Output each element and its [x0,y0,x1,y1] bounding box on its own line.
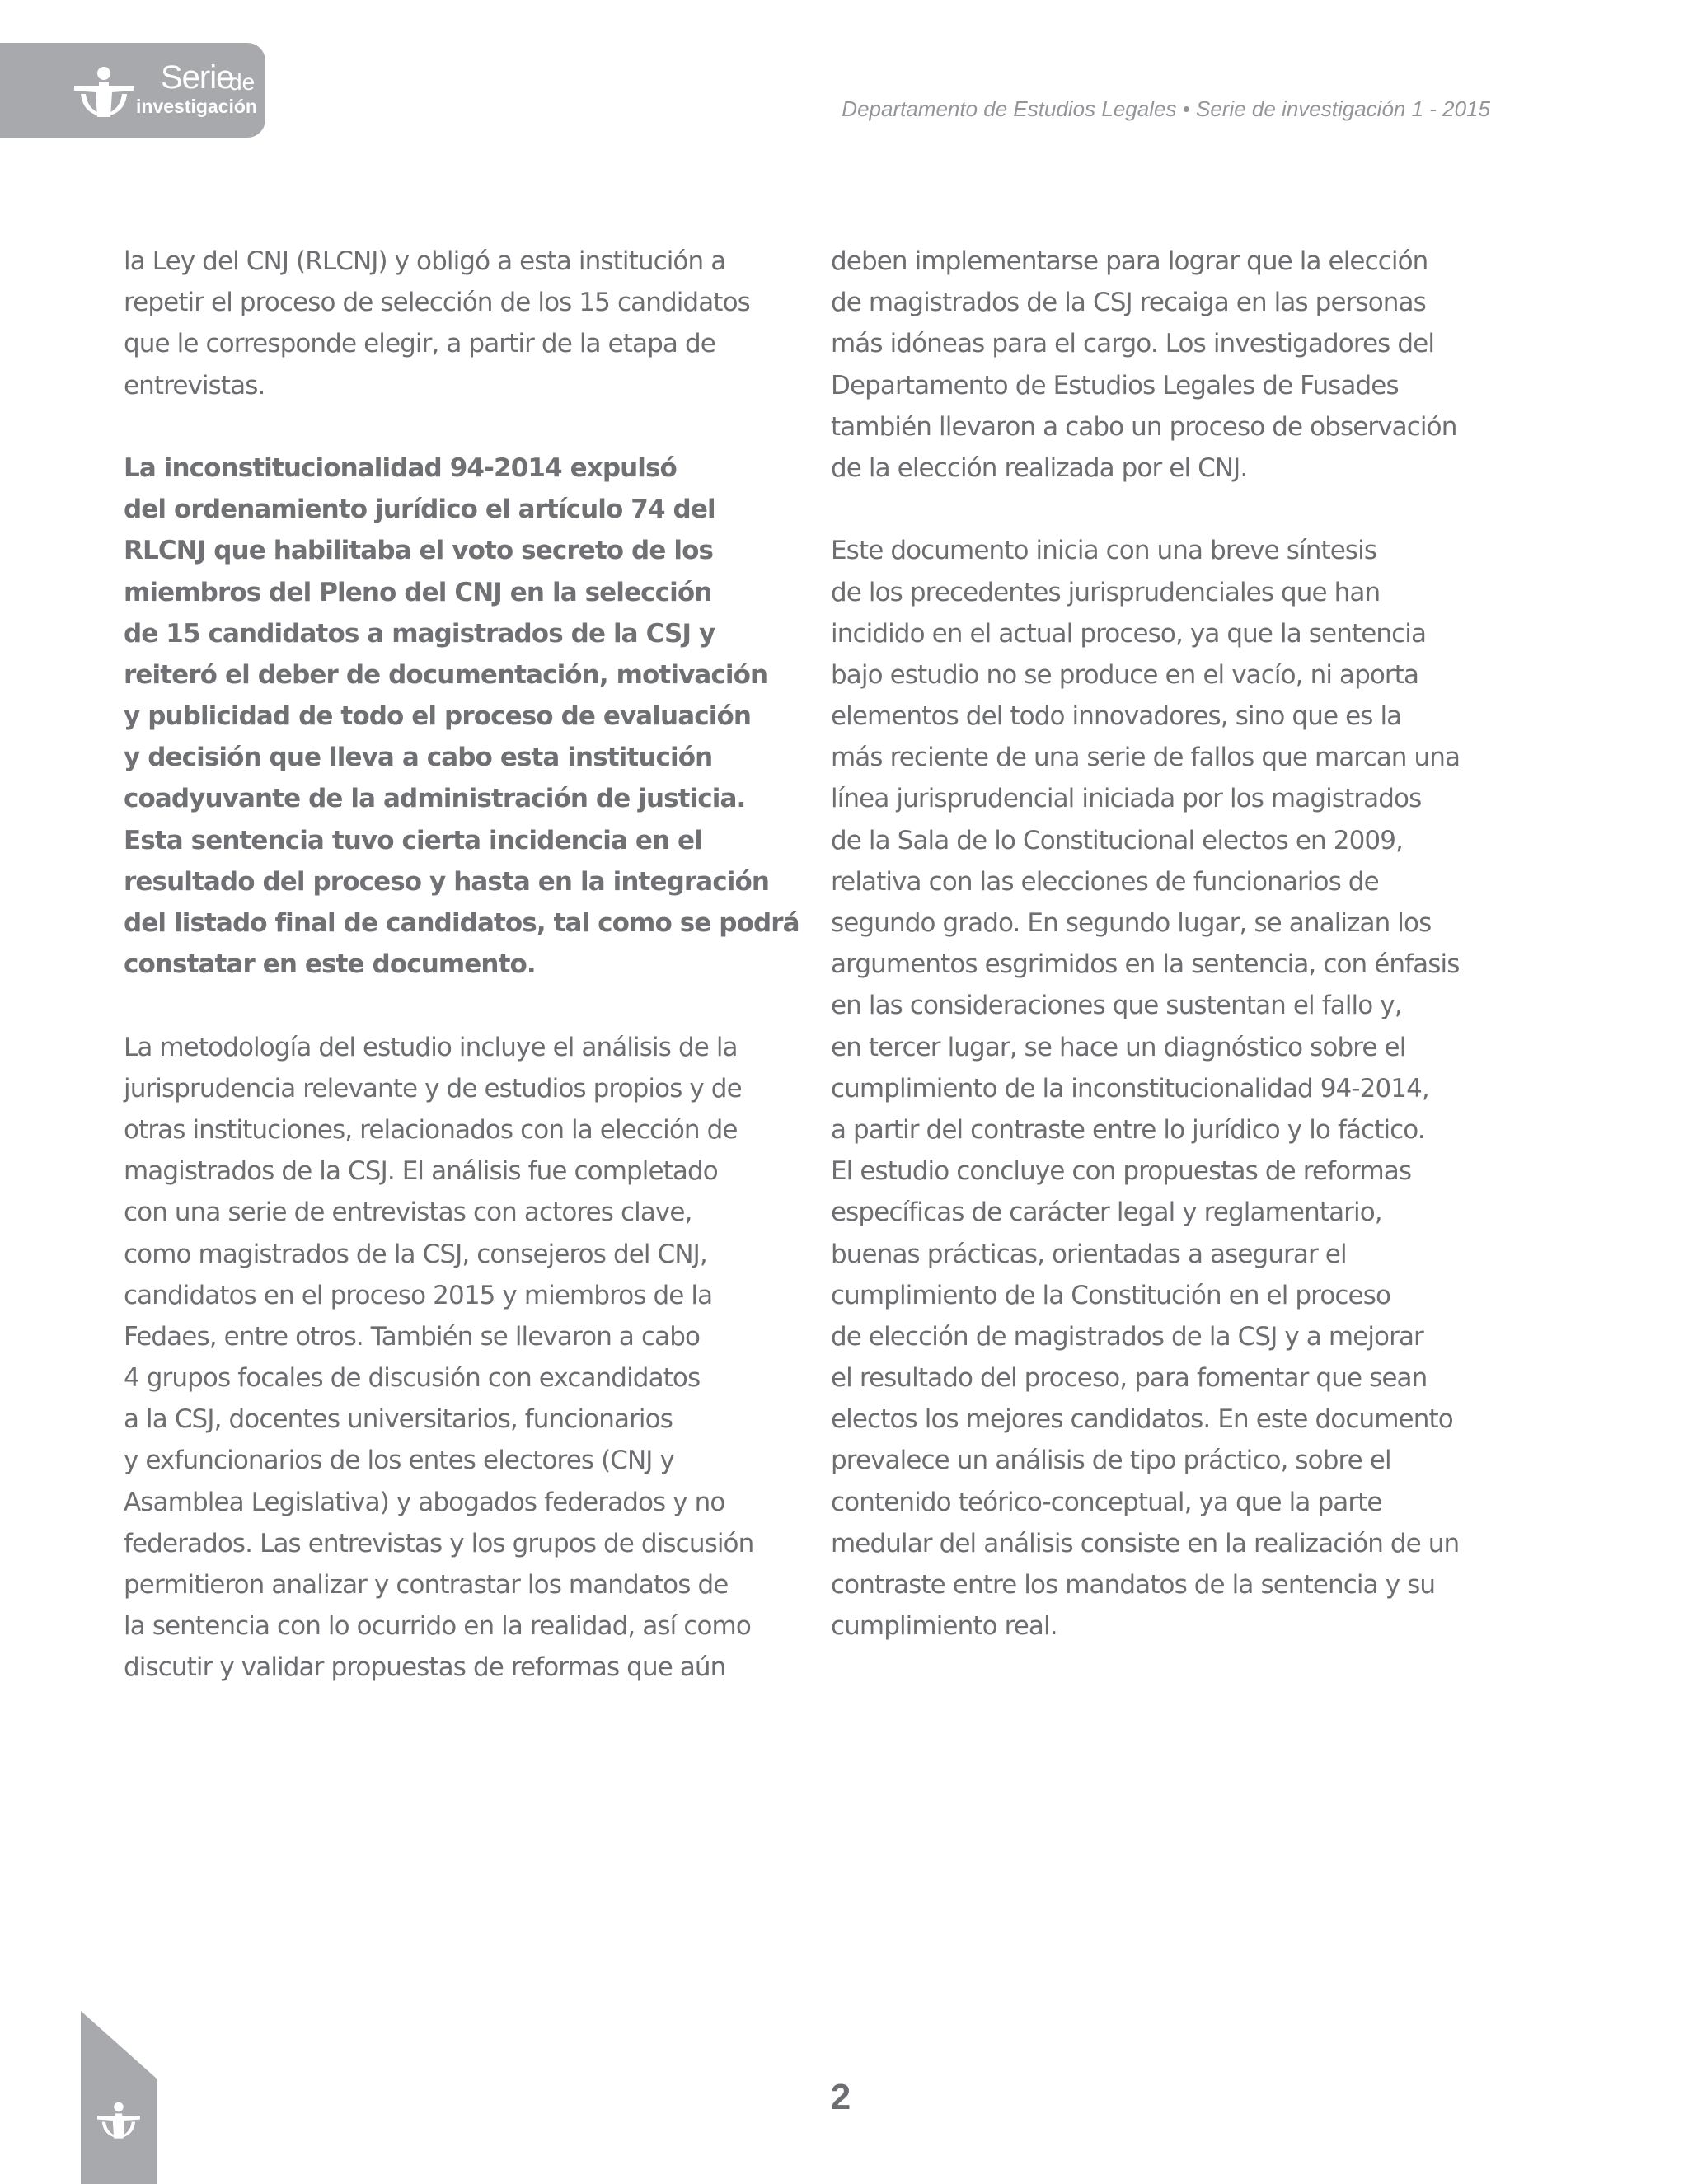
text-line: discutir y validar propuestas de reformas que aún [124,1652,726,1683]
text-line: cumplimiento de la Constitución en el proceso [831,1280,1391,1310]
text-line: con una serie de entrevistas con actores clave, [124,1197,692,1228]
text-line: argumentos esgrimidos en la sentencia, con énfasis [831,949,1460,980]
text-line: como magistrados de la CSJ, consejeros del CNJ, [124,1239,707,1269]
text-line: electos los mejores candidatos. En este documento [831,1404,1453,1435]
text-line: cumplimiento de la inconstitucionalidad 94-2014, [831,1073,1429,1104]
left-column [124,241,799,1689]
text-line: en las consideraciones que sustentan el fallo y, [831,991,1402,1021]
text-line: Asamblea Legislativa) y abogados federados y no [124,1487,725,1517]
text-line: candidatos en el proceso 2015 y miembros de la [124,1280,713,1310]
text-line: El estudio concluye con propuestas de reformas [831,1156,1412,1187]
badge-investigacion-text: investigación [136,96,257,117]
text-line: reiteró el deber de documentación, motivación [124,659,768,690]
paragraph [124,1027,799,1689]
text-line: constatar en este documento. [124,949,536,980]
text-line: de magistrados de la CSJ recaiga en las personas [831,288,1426,318]
text-line: más idóneas para el cargo. Los investigadores del [831,329,1435,359]
text-line: de los precedentes jurisprudenciales que han [831,577,1381,607]
text-line: medular del análisis consiste en la realización de un [831,1528,1460,1558]
text-line: a partir del contraste entre lo jurídico y lo fáctico. [831,1114,1425,1145]
text-line: del ordenamiento jurídico el artículo 74 del [124,494,715,525]
text-line: federados. Las entrevistas y los grupos de discusión [124,1528,754,1558]
badge-de-text: de [229,69,256,95]
text-line: el resultado del proceso, para fomentar que sean [831,1363,1428,1394]
text-line: también llevaron a cabo un proceso de observación [831,411,1457,442]
badge-serie-text: Serie [161,59,234,96]
text-line: magistrados de la CSJ. El análisis fue completado [124,1156,718,1187]
right-column [831,241,1531,1647]
paragraph [124,241,799,406]
text-line: otras instituciones, relacionados con la elección de [124,1114,738,1145]
text-line: Esta sentencia tuvo cierta incidencia en el [124,825,702,855]
text-line: bajo estudio no se produce en el vacío, ni aporta [831,659,1419,690]
running-header: Departamento de Estudios Legales • Serie de investigación 1 - 2015 [842,96,1490,121]
text-line: jurisprudencia relevante y de estudios propios y de [124,1073,742,1104]
text-line: línea jurisprudencial iniciada por los magistrados [831,784,1422,814]
page-number: 2 [830,2077,851,2117]
bold-paragraph [124,448,799,985]
text-line: relativa con las elecciones de funcionarios de [831,866,1379,897]
text-line: RLCNJ que habilitaba el voto secreto de los [124,536,714,566]
text-line: resultado del proceso y hasta en la integración [124,866,770,897]
text-line: y exfuncionarios de los entes electores (CNJ y [124,1446,674,1476]
text-line: coadyuvante de la administración de justicia. [124,784,746,814]
text-line: a la CSJ, docentes universitarios, funcionarios [124,1404,673,1435]
text-line: Este documento inicia con una breve síntesis [831,536,1377,566]
text-line: la sentencia con lo ocurrido en la realidad, así como [124,1611,751,1642]
text-line: de la Sala de lo Constitucional electos en 2009, [831,825,1404,855]
text-line: en tercer lugar, se hace un diagnóstico sobre el [831,1032,1406,1062]
text-line: elementos del todo innovadores, sino que es la [831,701,1402,732]
series-badge [0,43,265,138]
text-line: la Ley del CNJ (RLCNJ) y obligó a esta institución a [124,246,726,276]
text-line: cumplimiento real. [831,1611,1057,1642]
text-line: de 15 candidatos a magistrados de la CSJ y [124,618,715,649]
text-line: La metodología del estudio incluye el análisis de la [124,1032,738,1062]
text-line: y decisión que lleva a cabo esta institución [124,743,713,773]
text-line: miembros del Pleno del CNJ en la selección [124,577,712,607]
text-line: entrevistas. [124,370,265,401]
paragraph [831,241,1531,489]
text-line: La inconstitucionalidad 94-2014 expulsó [124,452,677,483]
text-line: contenido teórico-conceptual, ya que la parte [831,1487,1382,1517]
text-line: segundo grado. En segundo lugar, se analizan los [831,908,1432,938]
paragraph [831,530,1531,1647]
text-line: de elección de magistrados de la CSJ y a mejorar [831,1321,1423,1352]
text-line: que le corresponde elegir, a partir de la etapa de [124,329,715,359]
text-line: y publicidad de todo el proceso de evaluación [124,701,752,732]
text-line: 4 grupos focales de discusión con excandidatos [124,1363,701,1394]
text-line: deben implementarse para lograr que la elección [831,246,1428,276]
text-line: más reciente de una serie de fallos que marcan una [831,743,1461,773]
corner-tab-decoration [81,2011,157,2184]
person-figure-icon [74,66,134,120]
text-line: incidido en el actual proceso, ya que la sentencia [831,618,1427,649]
text-line: Departamento de Estudios Legales de Fusades [831,370,1399,401]
text-line: buenas prácticas, orientadas a asegurar el [831,1239,1347,1269]
text-line: específicas de carácter legal y reglamentario, [831,1197,1382,1228]
text-line: Fedaes, entre otros. También se llevaron a cabo [124,1321,701,1352]
text-line: del listado final de candidatos, tal como se podrá [124,908,799,938]
text-line: de la elección realizada por el CNJ. [831,452,1248,483]
text-line: contraste entre los mandatos de la sentencia y su [831,1570,1436,1600]
text-line: prevalece un análisis de tipo práctico, sobre el [831,1446,1391,1476]
text-line: repetir el proceso de selección de los 15 candidatos [124,288,750,318]
text-line: permitieron analizar y contrastar los mandatos de [124,1570,729,1600]
